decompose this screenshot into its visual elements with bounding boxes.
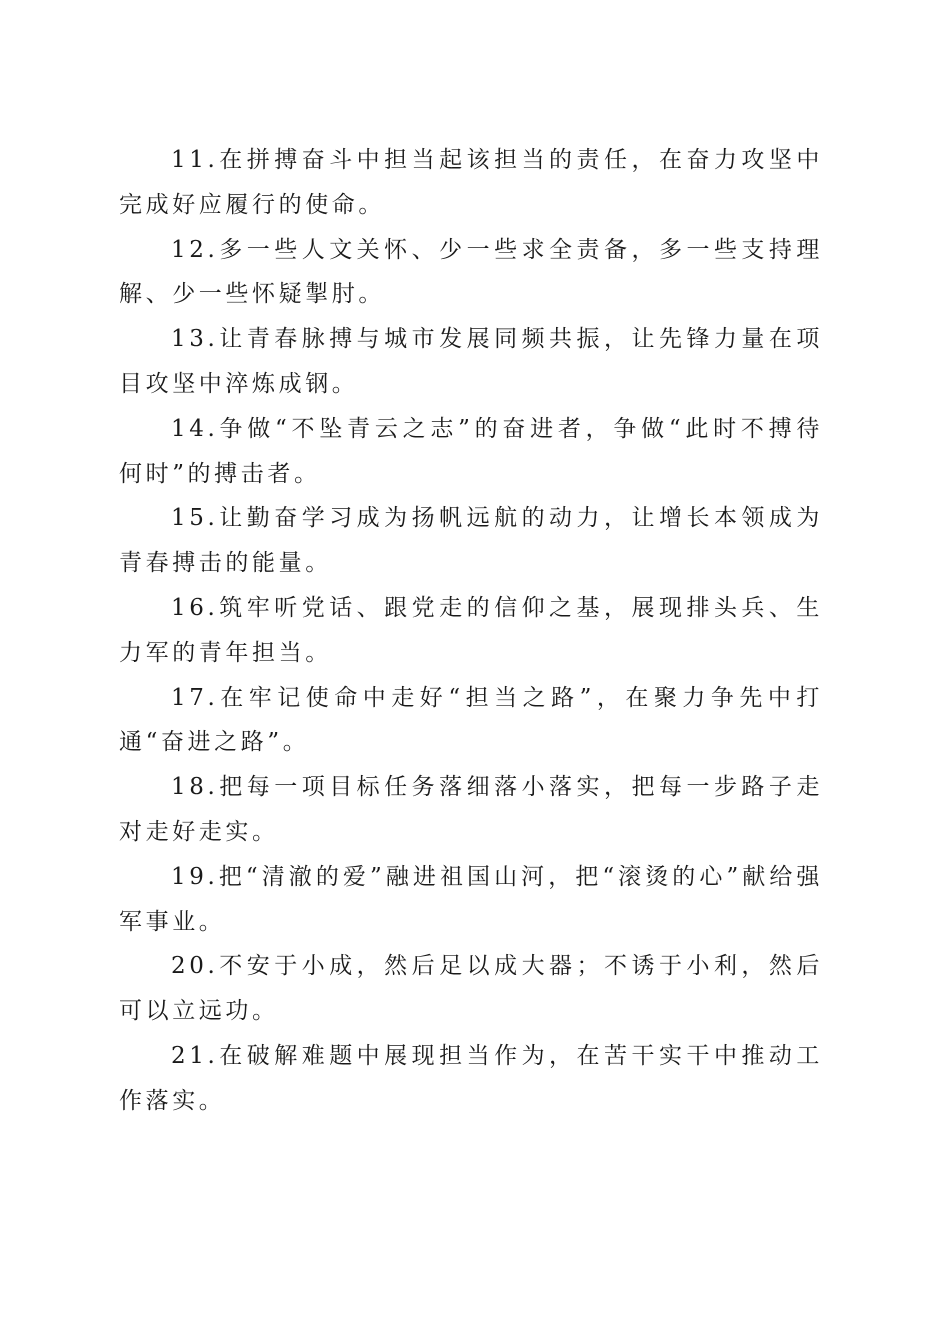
paragraph-16: 16.筑牢听党话、跟党走的信仰之基，展现排头兵、生力军的青年担当。 bbox=[119, 594, 823, 666]
paragraph-21: 21.在破解难题中展现担当作为，在苦干实干中推动工作落实。 bbox=[119, 1042, 823, 1114]
paragraph-20: 20.不安于小成，然后足以成大器；不诱于小利，然后可以立远功。 bbox=[119, 953, 823, 1025]
paragraph-13: 13.让青春脉搏与城市发展同频共振，让先锋力量在项目攻坚中淬炼成钢。 bbox=[119, 326, 823, 397]
paragraph-11: 11.在拼搏奋斗中担当起该担当的责任，在奋力攻坚中完成好应履行的使命。 bbox=[119, 147, 823, 218]
paragraph-19: 19.把“清澈的爱”融进祖国山河，把“滚烫的心”献给强军事业。 bbox=[119, 863, 823, 935]
document-body bbox=[119, 138, 823, 1124]
paragraph-17: 17.在牢记使命中走好“担当之路”，在聚力争先中打通“奋进之路”。 bbox=[119, 684, 823, 756]
paragraph-15: 15.让勤奋学习成为扬帆远航的动力，让增长本领成为青春搏击的能量。 bbox=[119, 505, 823, 577]
paragraph-14: 14.争做“不坠青云之志”的奋进者，争做“此时不搏待何时”的搏击者。 bbox=[119, 415, 823, 487]
paragraph-18: 18.把每一项目标任务落细落小落实，把每一步路子走对走好走实。 bbox=[119, 774, 823, 845]
paragraph-12: 12.多一些人文关怀、少一些求全责备，多一些支持理解、少一些怀疑掣肘。 bbox=[119, 236, 823, 308]
